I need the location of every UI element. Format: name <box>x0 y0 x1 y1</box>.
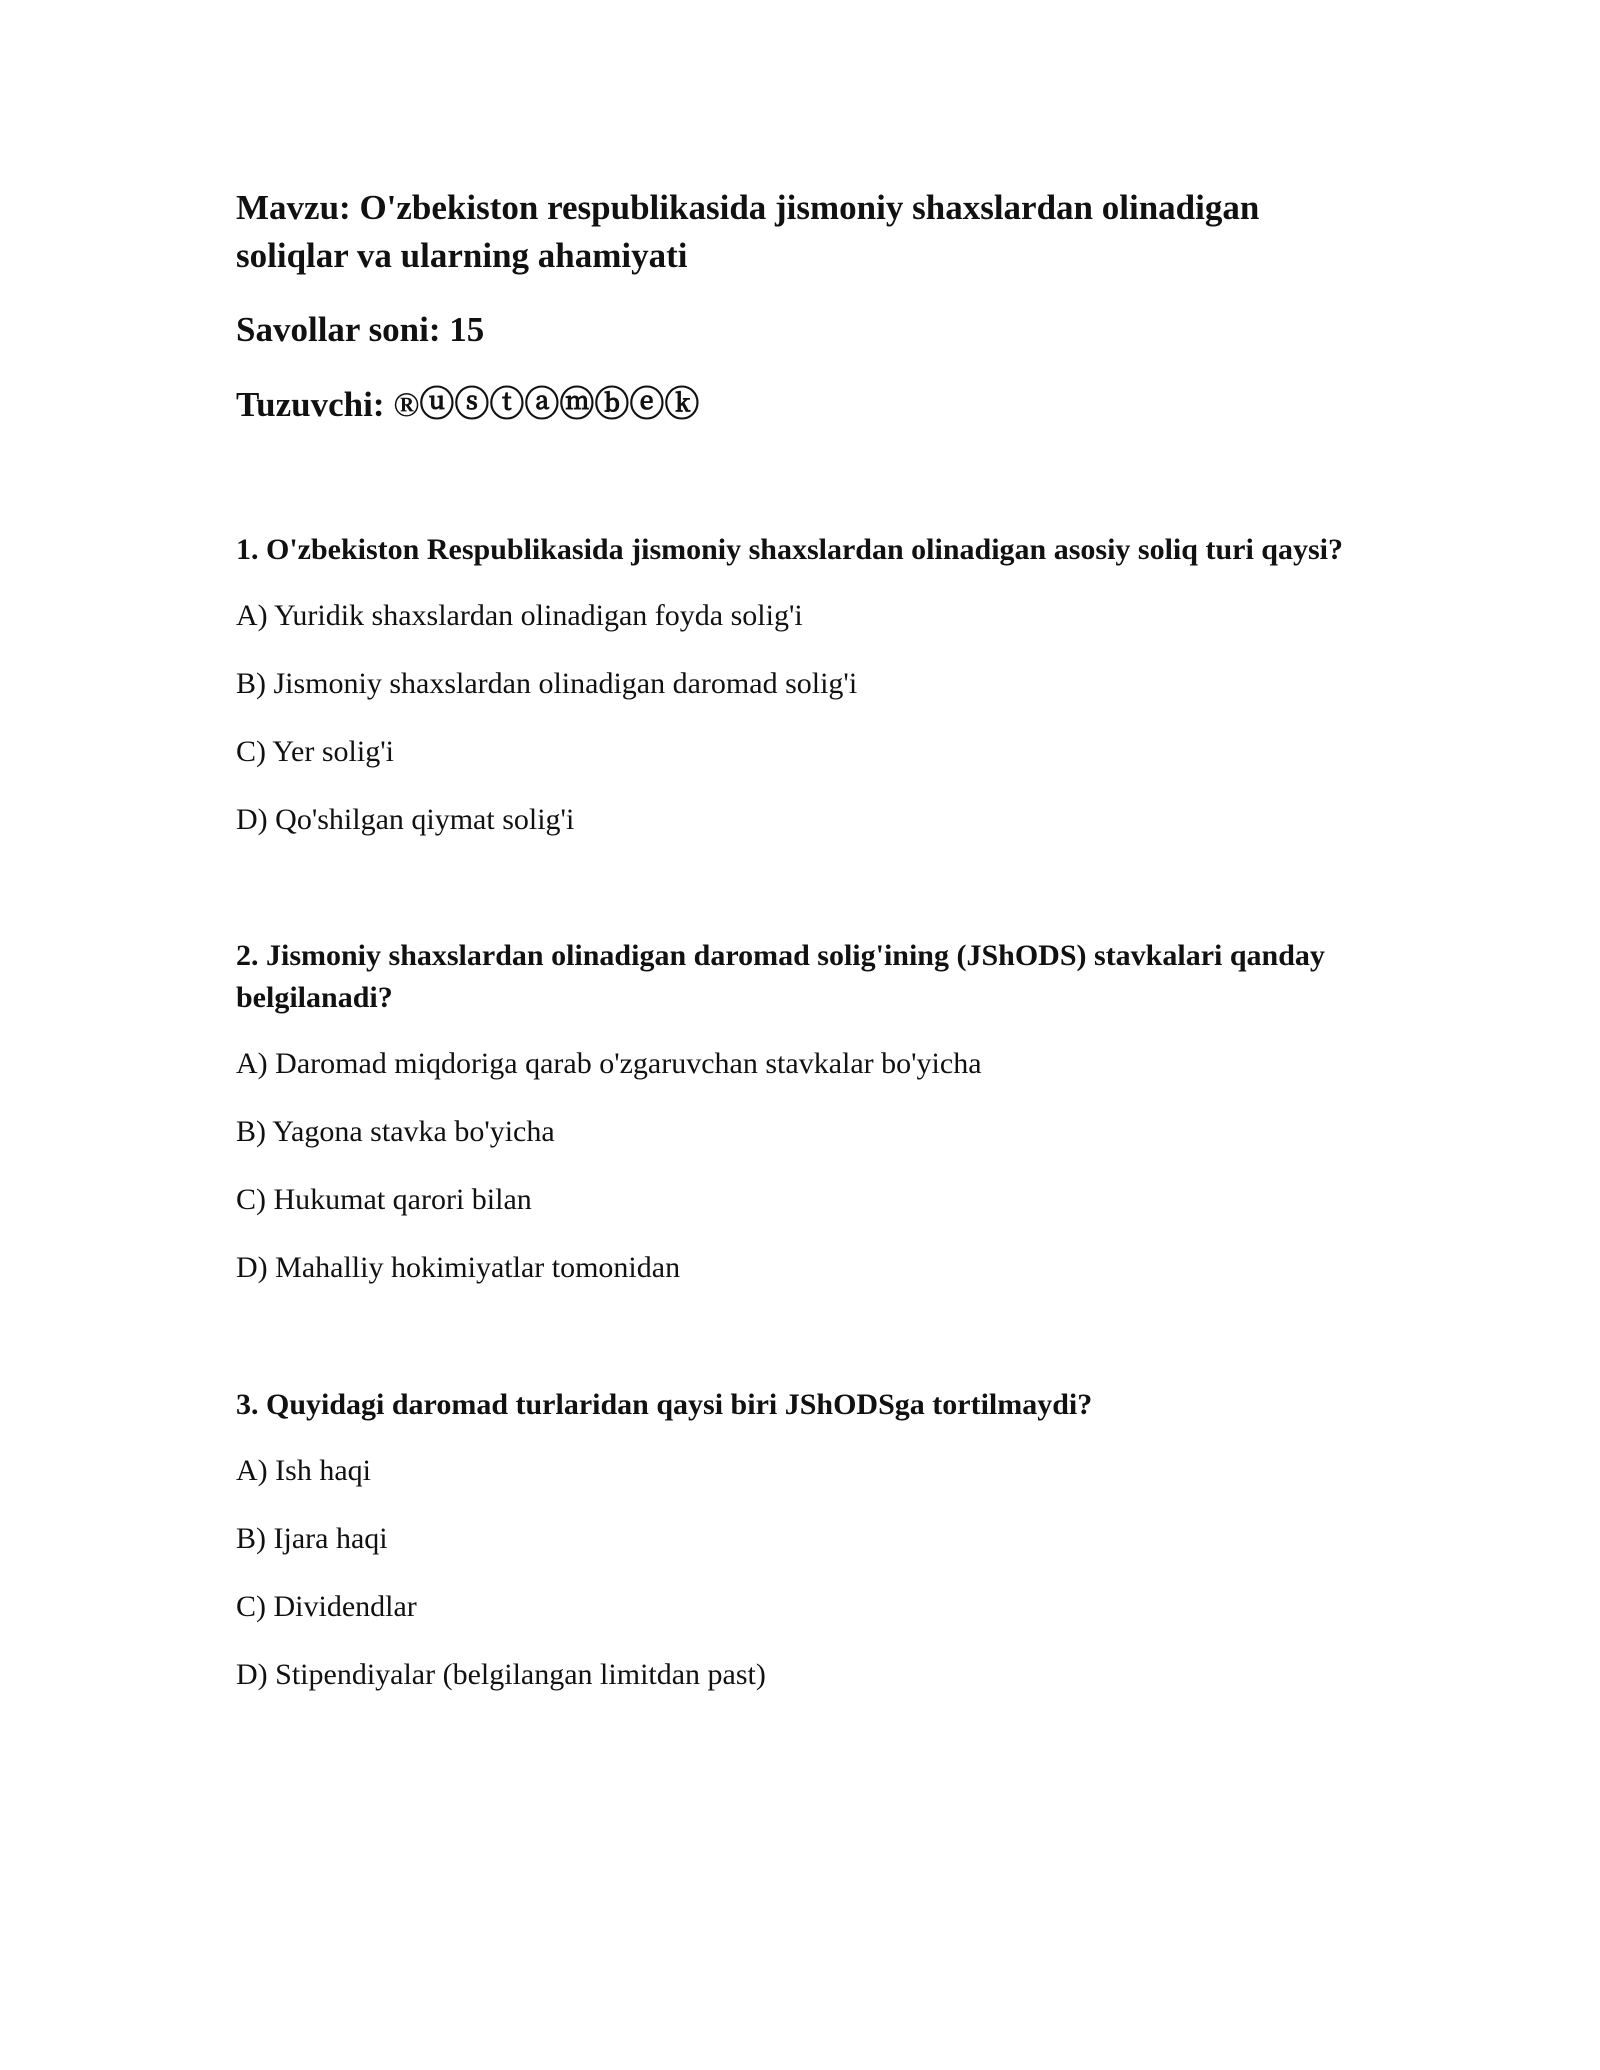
option-d: D) Mahalliy hokimiyatlar tomonidan <box>236 1251 681 1284</box>
question-text: 1. O'zbekiston Respublikasida jismoniy shaxslardan olinadigan asosiy soliq turi qaysi? <box>236 533 1343 566</box>
author-label: Tuzuvchi: <box>236 385 385 424</box>
document-page <box>236 184 1366 1696</box>
option-a: A) Ish haqi <box>236 1454 371 1487</box>
options-list <box>236 1043 1366 1289</box>
options-list <box>236 595 1366 841</box>
option-a: A) Yuridik shaxslardan olinadigan foyda solig'i <box>236 599 803 632</box>
option-d: D) Qo'shilgan qiymat solig'i <box>236 803 575 836</box>
option-a: A) Daromad miqdoriga qarab o'zgaruvchan stavkalar bo'yicha <box>236 1047 982 1080</box>
option-c: C) Hukumat qarori bilan <box>236 1183 532 1216</box>
question-text: 3. Quyidagi daromad turlaridan qaysi biri JShODSga tortilmaydi? <box>236 1388 1093 1421</box>
option-b: B) Jismoniy shaxslardan olinadigan daromad solig'i <box>236 667 858 700</box>
option-c: C) Dividendlar <box>236 1590 417 1623</box>
options-list <box>236 1450 1366 1696</box>
option-b: B) Ijara haqi <box>236 1522 388 1555</box>
question-text: 2. Jismoniy shaxslardan olinadigan daromad solig'ining (JShODS) stavkalari qanday belgilanadi? <box>236 939 1325 1014</box>
question-2 <box>236 935 1366 1289</box>
option-c: C) Yer solig'i <box>236 735 394 768</box>
option-d: D) Stipendiyalar (belgilangan limitdan past) <box>236 1658 766 1691</box>
author-line <box>236 381 1366 429</box>
question-count: Savollar soni: 15 <box>236 310 485 349</box>
question-1 <box>236 529 1366 841</box>
document-title: Mavzu: O'zbekiston respublikasida jismoniy shaxslardan olinadigan soliqlar va ularning ahamiyati <box>236 188 1260 275</box>
option-b: B) Yagona stavka bo'yicha <box>236 1115 555 1148</box>
question-3 <box>236 1384 1366 1696</box>
author-name: ®ⓤⓢⓣⓐⓜⓑⓔⓚ <box>393 385 700 424</box>
